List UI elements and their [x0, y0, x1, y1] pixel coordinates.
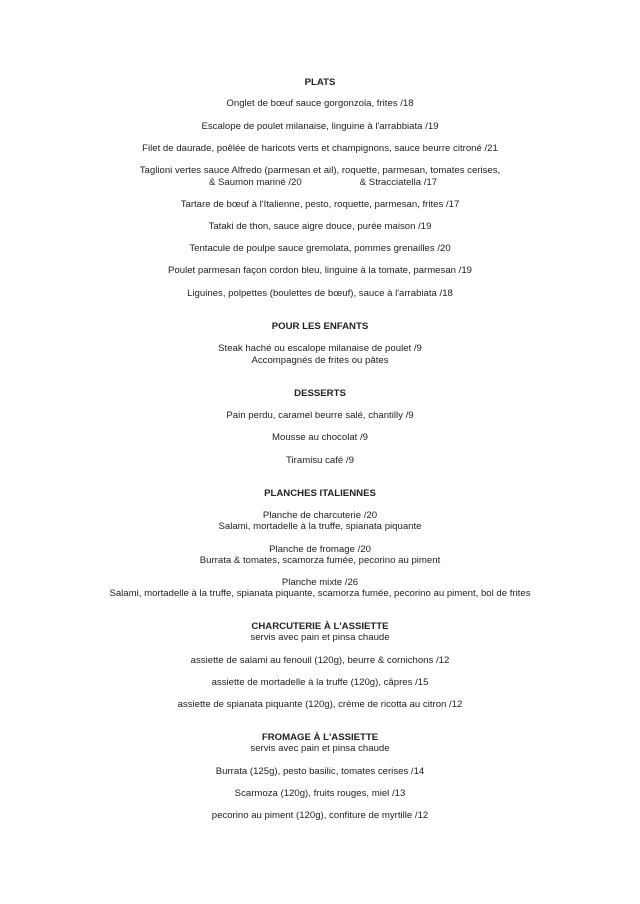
menu-item: Poulet parmesan façon cordon bleu, linguine à la tomate, parmesan /19 — [168, 265, 472, 276]
section-title-desserts: DESSERTS — [294, 388, 346, 399]
option-saumon: & Saumon mariné /20 — [208, 177, 302, 188]
section-title-fromage: FROMAGE À L'ASSIETTE — [261, 732, 379, 743]
menu-item: assiette de mortadelle à la truffe (120g), câpres /15 — [211, 677, 429, 688]
menu-item: Tartare de bœuf à l'Italienne, pesto, roquette, parmesan, frites /17 — [180, 199, 460, 210]
menu-item-note: Accompagnés de frites ou pâtes — [251, 355, 389, 366]
section-title-enfants: POUR LES ENFANTS — [271, 321, 369, 332]
menu-item: Mousse au chocolat /9 — [272, 432, 368, 443]
menu-item: Planche de fromage /20 — [269, 544, 371, 555]
menu-item: Tataki de thon, sauce aigre douce, purée maison /19 — [208, 221, 432, 232]
menu-item: Planche de charcuterie /20 — [262, 510, 378, 521]
menu-item: Tiramisu café /9 — [286, 455, 354, 466]
menu-item: Tentacule de poulpe sauce gremolata, pommes grenailles /20 — [189, 243, 451, 254]
menu-item: Burrata (125g), pesto basilic, tomates cerises /14 — [215, 766, 425, 777]
section-title-charcuterie: CHARCUTERIE À L'ASSIETTE — [251, 621, 389, 632]
menu-item: Steak haché ou escalope milanaise de poulet /9 — [218, 343, 422, 354]
section-subtitle: servis avec pain et pinsa chaude — [250, 632, 390, 643]
option-stracciatella: & Stracciatella /17 — [359, 177, 438, 188]
menu-item: Filet de daurade, poêlée de haricots verts et champignons, sauce beurre citroné /21 — [142, 143, 498, 154]
section-title-plats: PLATS — [304, 77, 336, 88]
menu-item: pecorino au piment (120g), confiture de myrtille /12 — [211, 810, 429, 821]
menu-item: Escalope de poulet milanaise, linguine à l'arrabbiata /19 — [201, 121, 439, 132]
menu-item-options — [0, 177, 640, 189]
menu-item: Planche mixte /26 — [281, 577, 359, 588]
menu-item-desc: Salami, mortadelle à la truffe, spianata piquante — [218, 521, 422, 532]
menu-item-desc: Salami, mortadelle à la truffe, spianata piquante, scamorza fumée, pecorino au piment, bol de frites — [109, 588, 531, 599]
menu-item: Liguines, polpettes (boulettes de bœuf), sauce à l'arrabiata /18 — [187, 288, 453, 299]
menu-item: Scarmoza (120g), fruits rouges, miel /13 — [234, 788, 406, 799]
section-subtitle: servis avec pain et pinsa chaude — [250, 743, 390, 754]
menu-item: assiette de spianata piquante (120g), crème de ricotta au citron /12 — [177, 699, 463, 710]
menu-item: Onglet de bœuf sauce gorgonzola, frites /18 — [226, 98, 414, 109]
section-title-planches: PLANCHES ITALIENNES — [264, 488, 376, 499]
menu-item: Taglioni vertes sauce Alfredo (parmesan et ail), roquette, parmesan, tomates cerises, — [139, 165, 501, 176]
menu-item: Pain perdu, caramel beurre salé, chantilly /9 — [226, 410, 414, 421]
menu-item: assiette de salami au fenouil (120g), beurre & cornichons /12 — [190, 655, 450, 666]
menu-item-desc: Burrata & tomates, scamorza fumée, pecorino au piment — [199, 555, 441, 566]
